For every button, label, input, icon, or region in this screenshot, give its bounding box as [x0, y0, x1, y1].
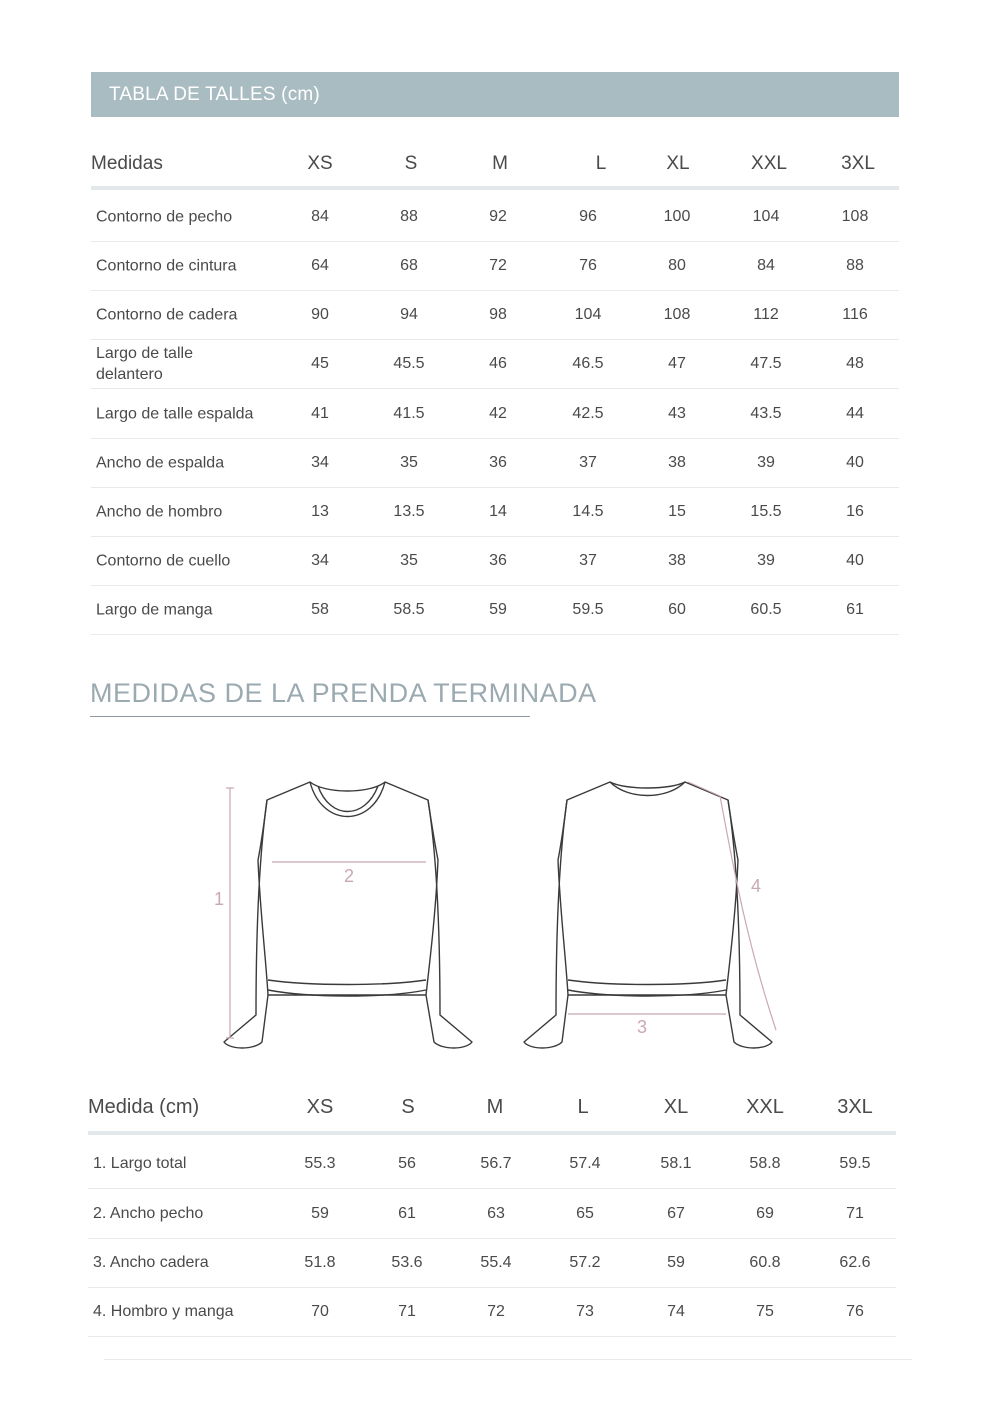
- finished-section-title: MEDIDAS DE LA PRENDA TERMINADA: [90, 678, 597, 708]
- size-table-title: TABLA DE TALLES (cm): [109, 84, 320, 105]
- finished-table-header-rule: [88, 1131, 896, 1135]
- size-row-value: 41: [311, 404, 329, 422]
- size-header-m: M: [492, 153, 508, 174]
- size-row-label: Contorno de cuello: [96, 552, 231, 569]
- size-table-row: [91, 389, 899, 439]
- finished-row-value: 56: [398, 1154, 416, 1172]
- finished-row-value: 61: [398, 1204, 416, 1222]
- finished-row-value: 62.6: [839, 1253, 871, 1271]
- size-row-value: 16: [846, 502, 864, 520]
- diagram-label-1: 1: [214, 889, 225, 909]
- finished-row-value: 59.5: [839, 1154, 871, 1172]
- finished-table-row: [88, 1287, 896, 1337]
- size-row-value: 112: [753, 305, 779, 323]
- finished-row-value: 55.4: [480, 1253, 512, 1271]
- size-row-value: 58: [311, 600, 329, 618]
- size-row-value: 94: [400, 305, 418, 323]
- finished-row-value: 56.7: [480, 1154, 512, 1172]
- size-row-value: 44: [846, 404, 864, 422]
- size-row-value: 47: [668, 354, 686, 372]
- size-table-header-label: Medidas: [91, 153, 163, 174]
- finished-header-3xl: 3XL: [837, 1096, 873, 1118]
- size-header-xs: XS: [307, 153, 333, 174]
- finished-header-xxl: XXL: [746, 1096, 784, 1118]
- finished-section-rule: [90, 716, 530, 717]
- finished-row-value: 69: [756, 1204, 774, 1222]
- finished-row-value: 51.8: [304, 1253, 336, 1271]
- size-table-row: [91, 438, 899, 488]
- size-row-value: 38: [668, 453, 686, 471]
- size-row-value: 14.5: [572, 502, 604, 520]
- size-row-value: 35: [400, 551, 418, 569]
- finished-table-row: [88, 1139, 896, 1189]
- size-row-value: 47.5: [750, 354, 782, 372]
- size-table-header-rule: [91, 186, 899, 190]
- finished-row-value: 57.2: [569, 1253, 601, 1271]
- finished-row-value: 60.8: [749, 1253, 781, 1271]
- finished-row-value: 53.6: [391, 1253, 423, 1271]
- front-view: [224, 782, 472, 1048]
- size-row-label: Contorno de cintura: [96, 257, 237, 274]
- size-row-value: 72: [489, 256, 507, 274]
- diagram-label-2: 2: [344, 866, 355, 886]
- finished-table-header: [88, 1096, 899, 1124]
- finished-row-value: 59: [311, 1204, 329, 1222]
- size-row-value: 34: [311, 551, 329, 569]
- finished-header-l: L: [577, 1096, 589, 1118]
- size-row-value: 45.5: [393, 354, 425, 372]
- size-row-value: 96: [579, 207, 597, 225]
- finished-header-xl: XL: [663, 1096, 689, 1118]
- size-row-value: 90: [311, 305, 329, 323]
- finished-row-value: 75: [756, 1302, 774, 1320]
- size-row-value: 64: [311, 256, 329, 274]
- finished-row-value: 58.8: [749, 1154, 781, 1172]
- finished-table-row: [88, 1189, 896, 1239]
- finished-row-value: 57.4: [569, 1154, 601, 1172]
- finished-header-s: S: [401, 1096, 415, 1118]
- size-row-label: Contorno de pecho: [96, 208, 233, 225]
- finished-row-value: 65: [576, 1204, 594, 1222]
- size-row-value: 36: [489, 453, 507, 471]
- finished-table-row: [88, 1238, 896, 1288]
- size-row-value: 14: [489, 502, 507, 520]
- size-row-value: 46.5: [572, 354, 604, 372]
- size-row-value: 59.5: [572, 600, 604, 618]
- finished-row-value: 71: [846, 1204, 864, 1222]
- size-table-row: [91, 339, 899, 389]
- size-row-value: 37: [579, 453, 597, 471]
- size-row-value: 43.5: [750, 404, 782, 422]
- finished-row-value: 55.3: [304, 1154, 336, 1172]
- size-table-row: [91, 585, 899, 635]
- size-row-value: 76: [579, 256, 597, 274]
- size-row-value: 15: [668, 502, 686, 520]
- finished-row-value: 59: [667, 1253, 685, 1271]
- size-row-label: Largo de talle delantero: [96, 344, 193, 383]
- size-row-value: 39: [757, 551, 775, 569]
- size-header-3xl: 3XL: [841, 153, 875, 174]
- finished-row-label: 1. Largo total: [93, 1154, 187, 1172]
- finished-row-value: 72: [487, 1302, 505, 1320]
- size-row-value: 15.5: [750, 502, 782, 520]
- size-table-header: [91, 153, 899, 181]
- size-row-value: 35: [400, 453, 418, 471]
- size-row-value: 58.5: [393, 600, 425, 618]
- size-row-label: Largo de manga: [96, 601, 213, 618]
- garment-diagram: [200, 760, 800, 1050]
- size-row-value: 41.5: [393, 404, 425, 422]
- size-row-value: 88: [846, 256, 864, 274]
- size-row-value: 92: [489, 207, 507, 225]
- finished-row-label: 4. Hombro y manga: [93, 1302, 234, 1320]
- size-row-value: 104: [752, 207, 780, 225]
- size-row-value: 48: [846, 354, 864, 372]
- size-row-value: 42: [489, 404, 507, 422]
- finished-row-label: 3. Ancho cadera: [93, 1253, 209, 1271]
- finished-table-header-label: Medida (cm): [88, 1096, 200, 1118]
- size-row-value: 61: [846, 600, 864, 618]
- size-table-row: [91, 241, 899, 291]
- size-row-value: 40: [846, 453, 864, 471]
- size-row-value: 60: [668, 600, 686, 618]
- finished-row-value: 74: [667, 1302, 685, 1320]
- size-table-row: [91, 487, 899, 537]
- size-row-value: 38: [668, 551, 686, 569]
- size-row-value: 108: [841, 207, 869, 225]
- finished-row-value: 76: [846, 1302, 864, 1320]
- size-row-value: 13: [311, 502, 329, 520]
- finished-row-value: 67: [667, 1204, 685, 1222]
- finished-header-m: M: [486, 1096, 504, 1118]
- size-header-xl: XL: [666, 153, 690, 174]
- size-row-value: 45: [311, 354, 329, 372]
- size-row-value: 68: [400, 256, 418, 274]
- size-row-label: Contorno de cadera: [96, 306, 238, 323]
- diagram-label-3: 3: [637, 1017, 648, 1037]
- size-row-value: 60.5: [750, 600, 782, 618]
- size-row-value: 104: [574, 305, 602, 323]
- size-table-row: [91, 192, 899, 242]
- size-row-value: 37: [579, 551, 597, 569]
- size-header-l: L: [595, 153, 607, 174]
- finished-row-value: 70: [311, 1302, 329, 1320]
- size-table-banner: [91, 72, 899, 117]
- size-row-value: 84: [311, 207, 329, 225]
- size-row-value: 36: [489, 551, 507, 569]
- bottom-rule: [104, 1359, 912, 1360]
- size-row-value: 59: [489, 600, 507, 618]
- size-row-value: 108: [663, 305, 691, 323]
- size-row-value: 116: [842, 305, 868, 323]
- size-row-value: 80: [668, 256, 686, 274]
- finished-header-xs: XS: [306, 1096, 334, 1118]
- size-row-value: 100: [663, 207, 691, 225]
- size-row-value: 43: [668, 404, 686, 422]
- size-row-value: 42.5: [572, 404, 604, 422]
- size-table-row: [91, 536, 899, 586]
- size-header-s: S: [404, 153, 418, 174]
- size-row-value: 34: [311, 453, 329, 471]
- finished-row-value: 71: [398, 1302, 416, 1320]
- finished-row-value: 58.1: [660, 1154, 692, 1172]
- size-row-label: Ancho de espalda: [96, 454, 225, 471]
- finished-row-label: 2. Ancho pecho: [93, 1204, 204, 1222]
- size-row-label: Ancho de hombro: [96, 503, 223, 520]
- size-row-value: 98: [489, 305, 507, 323]
- size-row-value: 46: [489, 354, 507, 372]
- size-row-value: 13.5: [393, 502, 425, 520]
- diagram-label-4: 4: [751, 876, 762, 896]
- size-header-xxl: XXL: [751, 153, 787, 174]
- size-row-value: 88: [400, 207, 418, 225]
- size-row-value: 84: [757, 256, 775, 274]
- back-view: [524, 782, 772, 1048]
- finished-row-value: 63: [487, 1204, 505, 1222]
- size-row-label: Largo de talle espalda: [96, 405, 254, 422]
- size-table-row: [91, 290, 899, 340]
- size-row-value: 39: [757, 453, 775, 471]
- finished-row-value: 73: [576, 1302, 594, 1320]
- size-row-value: 40: [846, 551, 864, 569]
- measure-line-4: [688, 782, 776, 1030]
